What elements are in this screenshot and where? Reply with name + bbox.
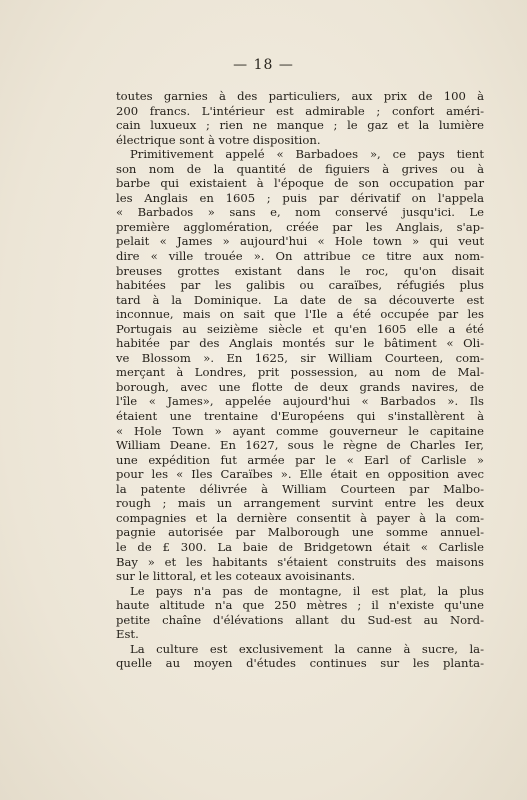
text-line: étaient une trentaine d'Européens qui s'installèrent à [116, 409, 484, 424]
text-line: dire « ville trouée ». On attribue ce titre aux nom- [116, 249, 484, 264]
text-line: pour les « Iles Caraïbes ». Elle était en opposition avec [116, 467, 484, 482]
page-number: — 18 — [233, 57, 294, 73]
text-line: une expédition fut armée par le « Earl of Carlisle » [116, 452, 484, 467]
text-line: cain luxueux ; rien ne manque ; le gaz et la lumière [116, 118, 484, 133]
text-line: l'île « James», appelée aujourd'hui « Barbados ». Ils [116, 394, 484, 409]
text-line: breuses grottes existant dans le roc, qu'on disait [116, 263, 484, 278]
text-line: La culture est exclusivement la canne à sucre, la- [130, 641, 484, 656]
text-line: William Deane. En 1627, sous le règne de Charles Ier, [116, 438, 484, 453]
text-line: quelle au moyen d'études continues sur les planta- [116, 656, 484, 671]
text-line: barbe qui existaient à l'époque de son occupation par [116, 176, 484, 191]
text-line: première agglomération, créée par les Anglais, s'ap- [116, 219, 484, 234]
body-text [116, 89, 484, 671]
text-line: Portugais au seizième siècle et qu'en 1605 elle a été [116, 321, 484, 336]
paragraph-2 [116, 147, 484, 583]
text-line: pelait « James » aujourd'hui « Hole town » qui veut [116, 234, 484, 249]
text-line: petite chaîne d'élévations allant du Sud-est au Nord- [116, 612, 484, 627]
text-line: électrique sont à votre disposition. [116, 132, 321, 147]
text-line: haute altitude n'a que 250 mètres ; il n'existe qu'une [116, 598, 484, 613]
text-line: Primitivement appelé « Barbadoes », ce pays tient [130, 147, 484, 162]
text-line: ve Blossom ». En 1625, sir William Courteen, com- [116, 350, 484, 365]
text-line: « Barbados » sans e, nom conservé jusqu'ici. Le [116, 205, 484, 220]
text-line: tard à la Dominique. La date de sa découverte est [116, 292, 484, 307]
text-line: « Hole Town » ayant comme gouverneur le capitaine [116, 423, 484, 438]
text-line: borough, avec une flotte de deux grands navires, de [116, 379, 484, 394]
text-line: inconnue, mais on sait que l'Ile a été occupée par les [116, 307, 484, 322]
text-line: compagnies et la dernière consentit à payer à la com- [116, 510, 484, 525]
text-line: toutes garnies à des particuliers, aux prix de 100 à [116, 89, 484, 103]
paragraph-3 [116, 584, 484, 642]
paragraph-1 [116, 89, 484, 147]
paragraph-4 [116, 642, 484, 671]
text-line: Bay » et les habitants s'étaient construits des maisons [116, 554, 484, 569]
text-line: habitées par les galibis ou caraïbes, réfugiés plus [116, 278, 484, 293]
text-line: les Anglais en 1605 ; puis par dérivatif on l'appela [116, 190, 484, 205]
text-line: son nom de la quantité de figuiers à grives ou à [116, 161, 484, 176]
text-line: Est. [116, 627, 139, 642]
text-line: 200 francs. L'intérieur est admirable ; confort améri- [116, 103, 484, 118]
text-line: rough ; mais un arrangement survint entre les deux [116, 496, 484, 511]
text-line: merçant à Londres, prit possession, au nom de Mal- [116, 365, 484, 380]
text-line: le de £ 300. La baie de Bridgetown était « Carlisle [116, 539, 484, 554]
text-line: sur le littoral, et les coteaux avoisinants. [116, 569, 356, 584]
text-line: pagnie autorisée par Malborough une somme annuel- [116, 525, 484, 540]
text-line: la patente délivrée à William Courteen par Malbo- [116, 481, 484, 496]
text-line: Le pays n'a pas de montagne, il est plat, la plus [130, 583, 484, 598]
text-line: habitée par des Anglais montés sur le bâtiment « Oli- [116, 336, 484, 351]
